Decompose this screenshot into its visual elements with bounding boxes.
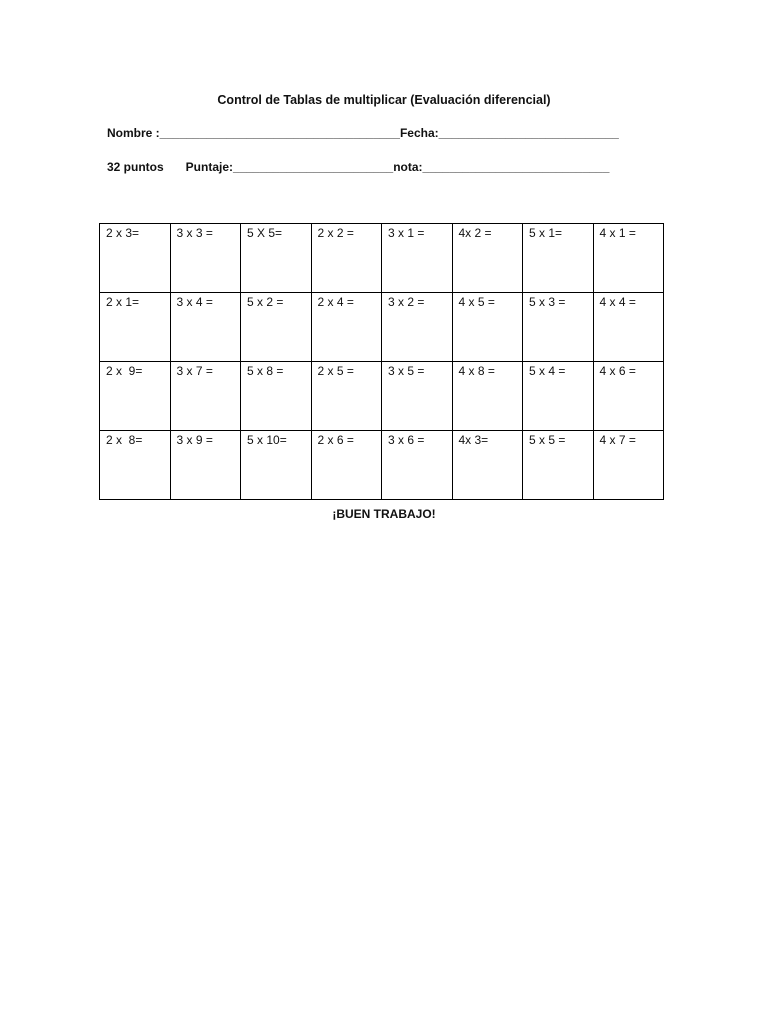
- problem-cell: 5 x 5 =: [523, 431, 594, 500]
- problem-cell: 5 x 4 =: [523, 362, 594, 431]
- multiplication-grid: [99, 223, 664, 500]
- problem-cell: 2 x 9=: [100, 362, 171, 431]
- score-label: Puntaje:: [185, 160, 234, 174]
- grid-body: [100, 224, 664, 500]
- problem-cell: 4 x 8 =: [452, 362, 523, 431]
- points-label: 32 puntos: [107, 160, 164, 174]
- problem-cell: 3 x 1 =: [382, 224, 453, 293]
- name-date-line: [107, 126, 619, 140]
- problem-cell: 4x 2 =: [452, 224, 523, 293]
- problem-cell: 2 x 2 =: [311, 224, 382, 293]
- grid-row: [100, 431, 664, 500]
- name-blank: ____________________________________: [159, 126, 400, 140]
- problem-cell: 3 x 5 =: [382, 362, 453, 431]
- problem-cell: 5 x 2 =: [241, 293, 312, 362]
- problem-cell: 5 x 8 =: [241, 362, 312, 431]
- grid-row: [100, 362, 664, 431]
- date-blank: ___________________________: [438, 126, 619, 140]
- name-label: Nombre :: [107, 126, 160, 140]
- problem-cell: 4 x 4 =: [593, 293, 664, 362]
- score-line: [107, 160, 609, 174]
- problem-cell: 2 x 5 =: [311, 362, 382, 431]
- problem-cell: 2 x 8=: [100, 431, 171, 500]
- grade-blank: ____________________________: [422, 160, 610, 174]
- problem-cell: 2 x 3=: [100, 224, 171, 293]
- worksheet-title: Control de Tablas de multiplicar (Evaluación diferencial): [217, 93, 551, 107]
- grid-row: [100, 293, 664, 362]
- problem-cell: 5 x 10=: [241, 431, 312, 500]
- problem-cell: 3 x 3 =: [170, 224, 241, 293]
- problem-cell: 5 X 5=: [241, 224, 312, 293]
- footer-message: ¡BUEN TRABAJO!: [332, 507, 436, 521]
- grade-label: nota:: [393, 160, 423, 174]
- problem-cell: 5 x 3 =: [523, 293, 594, 362]
- problem-cell: 3 x 7 =: [170, 362, 241, 431]
- problem-cell: 5 x 1=: [523, 224, 594, 293]
- problem-cell: 4x 3=: [452, 431, 523, 500]
- problem-cell: 4 x 7 =: [593, 431, 664, 500]
- problem-cell: 2 x 1=: [100, 293, 171, 362]
- problem-cell: 3 x 4 =: [170, 293, 241, 362]
- problem-cell: 3 x 6 =: [382, 431, 453, 500]
- problem-cell: 4 x 5 =: [452, 293, 523, 362]
- problem-cell: 3 x 9 =: [170, 431, 241, 500]
- date-label: Fecha:: [399, 126, 439, 140]
- grid-row: [100, 224, 664, 293]
- problem-cell: 4 x 6 =: [593, 362, 664, 431]
- problem-cell: 2 x 4 =: [311, 293, 382, 362]
- score-blank: ________________________: [233, 160, 394, 174]
- problem-cell: 2 x 6 =: [311, 431, 382, 500]
- problem-cell: 3 x 2 =: [382, 293, 453, 362]
- problem-cell: 4 x 1 =: [593, 224, 664, 293]
